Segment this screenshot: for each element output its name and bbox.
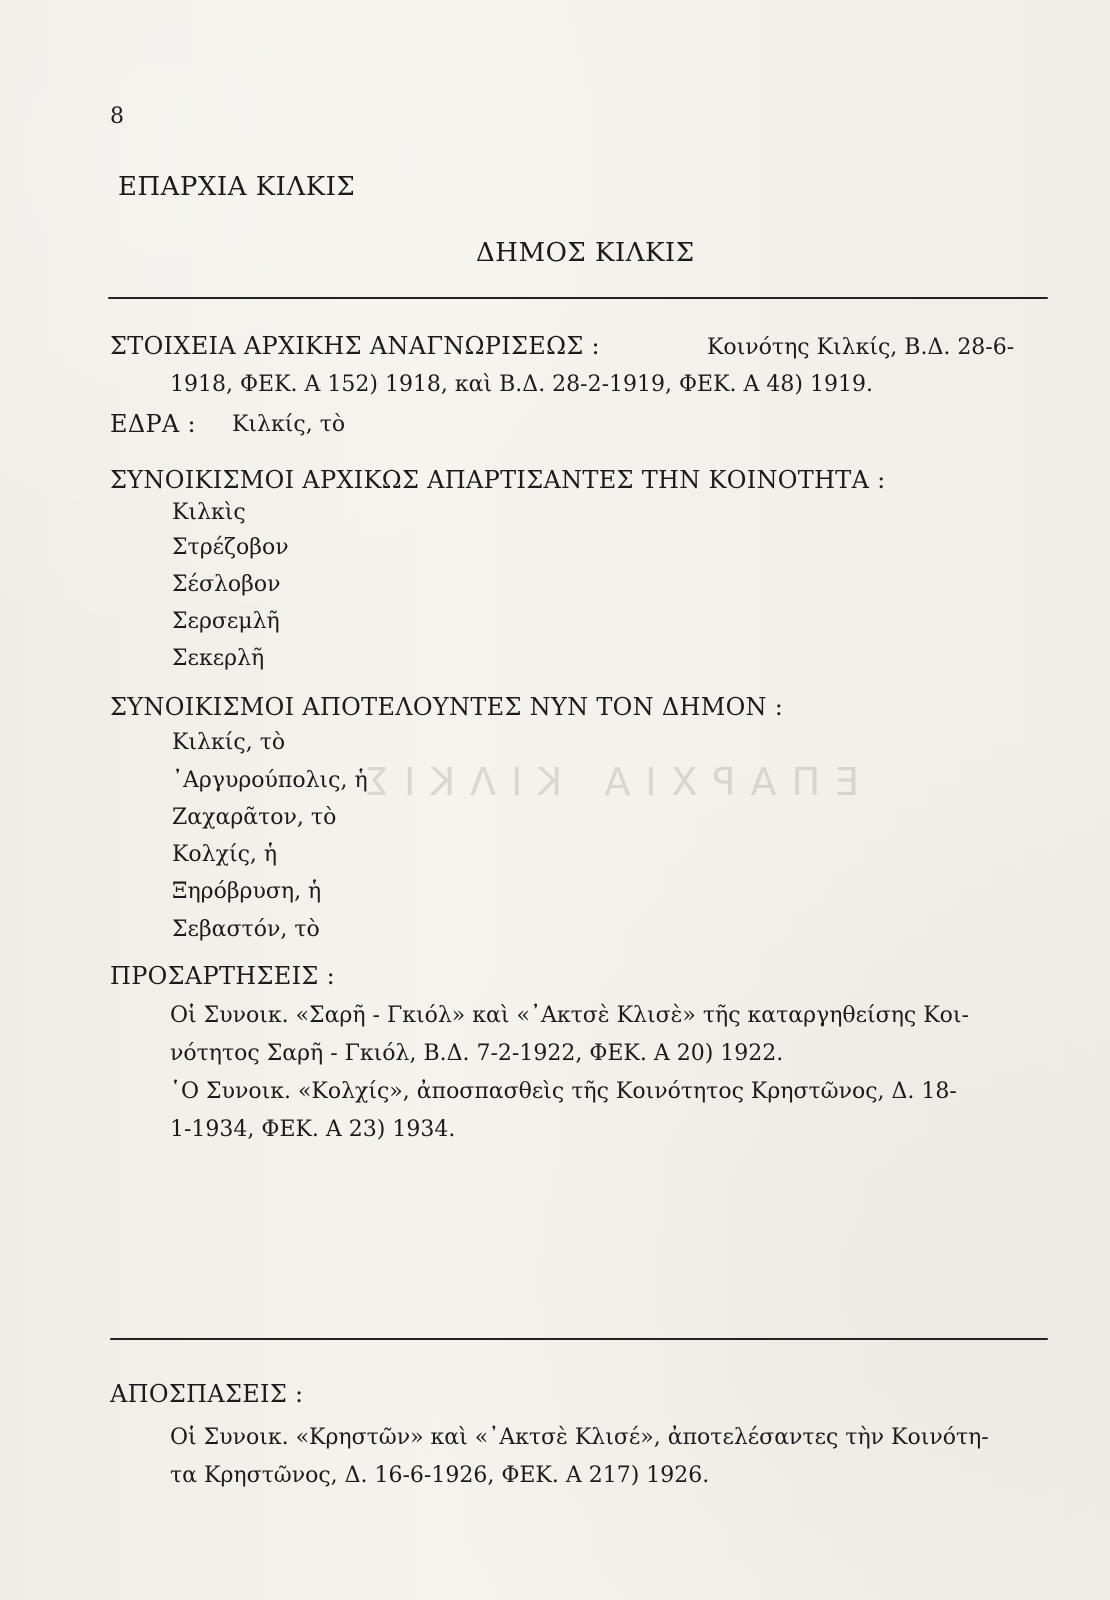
initial-recognition-line2: 1918, ΦΕΚ. Α 152) 1918, καὶ Β.Δ. 28-2-1919, ΦΕΚ. Α 48) 1919. xyxy=(170,372,873,397)
current-settlement-item: Κιλκίς, τὸ xyxy=(172,730,286,755)
annexation-line: Οἱ Συνοικ. «Σαρῆ - Γκιόλ» καὶ «᾿Ακτσὲ Κλισὲ» τῆς καταργηθείσης Κοι- xyxy=(170,1003,969,1028)
current-settlement-item: ᾿Αργυρούπολις, ἡ xyxy=(172,768,368,793)
detachment-line: Οἱ Συνοικ. «Κρηστῶν» καὶ «᾿Ακτσὲ Κλισέ», ἀποτελέσαντες τὴν Κοινότη- xyxy=(170,1425,989,1450)
top-divider xyxy=(108,297,1048,299)
initial-settlement-item: Σέσλοβον xyxy=(172,572,281,597)
current-settlements-label: ΣΥΝΟΙΚΙΣΜΟΙ ΑΠΟΤΕΛΟΥΝΤΕΣ ΝΥΝ ΤΟΝ ΔΗΜΟΝ : xyxy=(110,693,784,721)
seat-value: Κιλκίς, τὸ xyxy=(232,412,346,437)
current-settlement-item: Ξηρόβρυση, ἡ xyxy=(172,879,322,904)
page-number: 8 xyxy=(110,104,124,129)
initial-settlement-item: Σερσεμλῆ xyxy=(172,609,280,634)
bottom-divider xyxy=(110,1338,1048,1340)
initial-settlement-item: Σεκερλῆ xyxy=(172,646,265,671)
municipality-title: ΔΗΜΟΣ ΚΙΛΚΙΣ xyxy=(476,238,695,268)
current-settlement-item: Σεβαστόν, τὸ xyxy=(172,917,320,942)
initial-settlement-item: Κιλκὶς xyxy=(172,500,246,525)
annexation-line: νότητος Σαρῆ - Γκιόλ, Β.Δ. 7-2-1922, ΦΕΚ. Α 20) 1922. xyxy=(170,1041,784,1066)
seat-label: ΕΔΡΑ : xyxy=(110,410,196,438)
annexations-label: ΠΡΟΣΑΡΤΗΣΕΙΣ : xyxy=(110,962,335,990)
detachments-label: ΑΠΟΣΠΑΣΕΙΣ : xyxy=(110,1380,304,1408)
current-settlement-item: Ζαχαρᾶτον, τὸ xyxy=(172,805,337,830)
initial-settlements-label: ΣΥΝΟΙΚΙΣΜΟΙ ΑΡΧΙΚΩΣ ΑΠΑΡΤΙΣΑΝΤΕΣ ΤΗΝ ΚΟΙΝΟΤΗΤΑ : xyxy=(110,466,886,494)
current-settlement-item: Κολχίς, ἡ xyxy=(172,842,278,867)
initial-settlement-item: Στρέζοβον xyxy=(172,535,289,560)
bleed-through-watermark: ΕΠΑΡΧΙΑ ΚΙΛΚΙΣ xyxy=(350,760,860,804)
detachment-line: τα Κρηστῶνος, Δ. 16-6-1926, ΦΕΚ. Α 217) 1926. xyxy=(170,1463,710,1488)
annexation-line: 1-1934, ΦΕΚ. Α 23) 1934. xyxy=(170,1117,456,1142)
annexation-line: ῾Ο Συνοικ. «Κολχίς», ἀποσπασθεὶς τῆς Κοινότητος Κρηστῶνος, Δ. 18- xyxy=(170,1079,957,1104)
province-title: ΕΠΑΡΧΙΑ ΚΙΛΚΙΣ xyxy=(118,172,356,202)
initial-recognition-label: ΣΤΟΙΧΕΙΑ ΑΡΧΙΚΗΣ ΑΝΑΓΝΩΡΙΣΕΩΣ : xyxy=(110,332,600,360)
initial-recognition-line1: Κοινότης Κιλκίς, Β.Δ. 28-6- xyxy=(707,335,1015,360)
